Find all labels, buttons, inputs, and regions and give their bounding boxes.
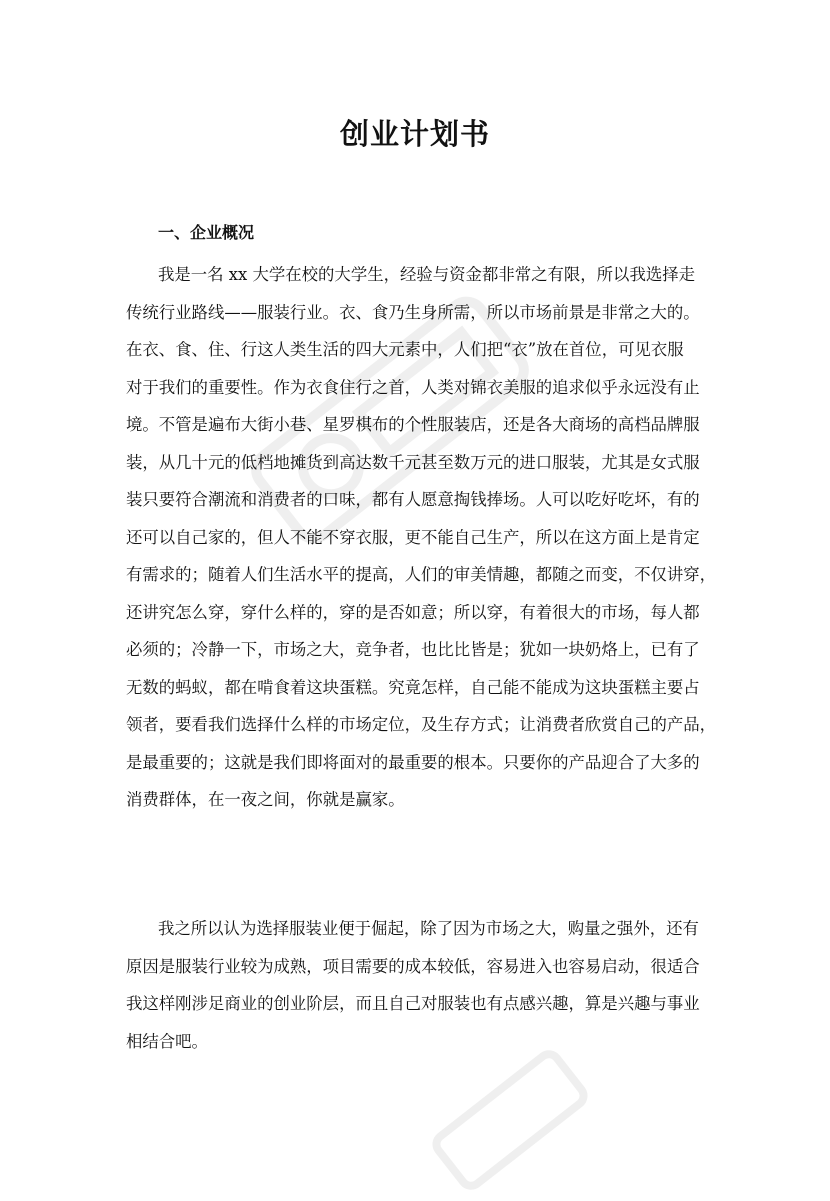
- paragraph-line: 我之所以认为选择服装业便于倔起，除了因为市场之大，购量之强外，还有: [158, 919, 699, 938]
- paragraph-line: 对于我们的重要性。作为衣食住行之首，人类对锦衣美服的追求似乎永远没有止: [126, 377, 700, 397]
- paragraph-line: 有需求的；随着人们生活水平的提高，人们的审美情趣，都随之而变，不仅讲穿，: [126, 565, 717, 584]
- paragraph-line: 无数的蚂蚁，都在啃食着这块蛋糕。究竟怎样，自己能不能成为这块蛋糕主要占: [126, 677, 700, 697]
- paragraph-line: 传统行业路线——服装行业。衣、食乃生身所需，所以市场前景是非常之大的。: [126, 302, 700, 322]
- document-title: 创业计划书: [339, 117, 490, 151]
- paragraph-line: 原因是服装行业较为成熟，项目需要的成本较低，容易进入也容易启动，很适合: [126, 956, 700, 976]
- paragraph-1: [126, 256, 717, 819]
- paragraph-line: 在衣、食、住、行这人类生活的四大元素中，人们把“衣”放在首位，可见衣服: [126, 340, 684, 359]
- paragraph-line: 还可以自己家的，但人不能不穿衣服，更不能自己生产，所以在这方面上是肯定: [126, 527, 700, 547]
- paragraph-2: [126, 910, 710, 1060]
- paragraph-line: 是最重要的；这就是我们即将面对的最重要的根本。只要你的产品迎合了大多的: [126, 752, 700, 772]
- paragraph-line: 我是一名 xx 大学在校的大学生，经验与资金都非常之有限，所以我选择走: [158, 265, 696, 284]
- paragraph-line: 我这样刚涉足商业的创业阶层，而且自己对服装也有点感兴趣，算是兴趣与事业: [126, 994, 700, 1013]
- paragraph-line: 装，从几十元的低档地摊货到高达数千元甚至数万元的进口服装，尤其是女式服: [126, 452, 700, 472]
- paragraph-line: 还讲究怎么穿，穿什么样的，穿的是否如意；所以穿，有着很大的市场，每人都: [126, 602, 700, 622]
- paragraph-line: 必须的；冷静一下，市场之大，竞争者，也比比皆是；犹如一块奶烙上，已有了: [126, 640, 700, 659]
- paragraph-line: 装只要符合潮流和消费者的口味，都有人愿意掏钱捧场。人可以吃好吃坏，有的: [126, 490, 700, 509]
- section-heading: 一、企业概况: [158, 223, 255, 242]
- paragraph-line: 领者，要看我们选择什么样的市场定位，及生存方式；让消费者欣赏自己的产品，: [126, 715, 717, 734]
- watermark-logo-small: [422, 1039, 597, 1201]
- paragraph-line: 相结合吧。: [126, 1031, 208, 1051]
- paragraph-line: 消费群体，在一夜之间，你就是赢家。: [126, 790, 405, 809]
- paragraph-line: 境。不管是遍布大街小巷、星罗棋布的个性服装店，还是各大商场的高档品牌服: [126, 415, 700, 434]
